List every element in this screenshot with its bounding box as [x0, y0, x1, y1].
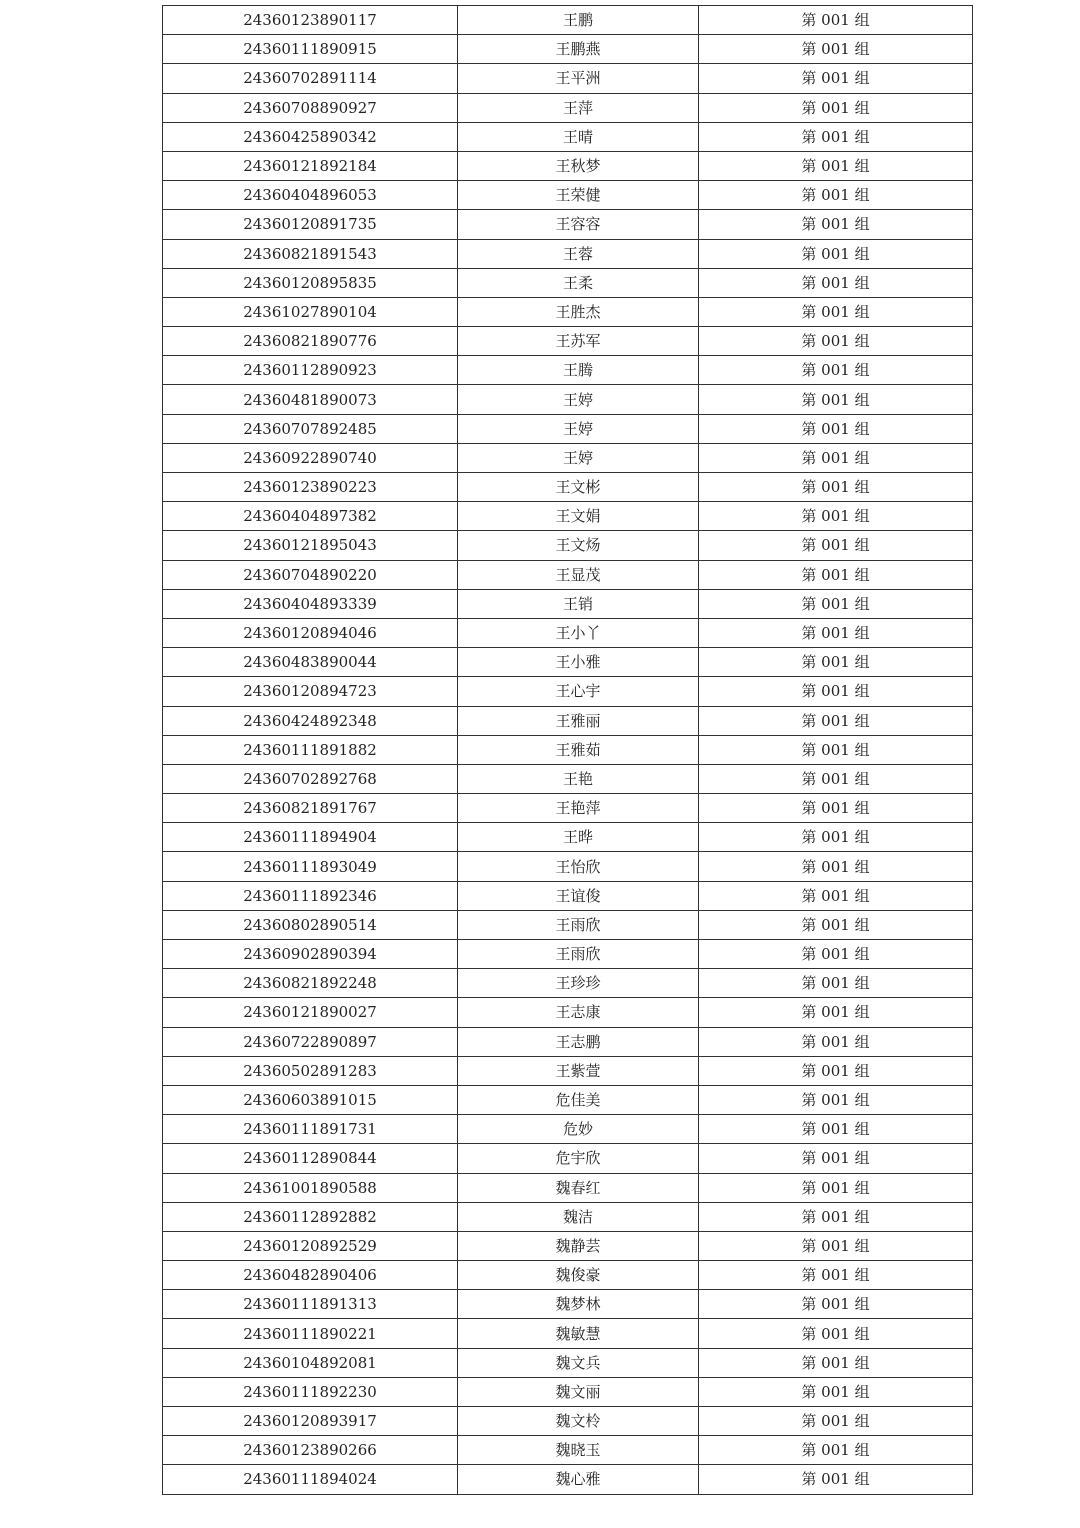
id-cell: 24360120895835 — [163, 268, 458, 297]
table-row — [163, 618, 973, 647]
id-cell: 24361027890104 — [163, 297, 458, 326]
name-cell: 魏文兵 — [458, 1348, 699, 1377]
name-cell: 魏梦林 — [458, 1290, 699, 1319]
id-cell: 24360112890844 — [163, 1144, 458, 1173]
table-row — [163, 1202, 973, 1231]
table-row — [163, 969, 973, 998]
table-row — [163, 1261, 973, 1290]
id-cell: 24360111892346 — [163, 881, 458, 910]
id-cell: 24360120894046 — [163, 618, 458, 647]
group-cell: 第 001 组 — [699, 1319, 973, 1348]
table-row — [163, 764, 973, 793]
name-cell: 魏洁 — [458, 1202, 699, 1231]
group-cell: 第 001 组 — [699, 589, 973, 618]
name-cell: 王文炀 — [458, 531, 699, 560]
group-cell: 第 001 组 — [699, 998, 973, 1027]
name-cell: 王鹏燕 — [458, 35, 699, 64]
table-row — [163, 1348, 973, 1377]
id-cell: 24360821892248 — [163, 969, 458, 998]
table-row — [163, 735, 973, 764]
id-cell: 24360722890897 — [163, 1027, 458, 1056]
group-cell: 第 001 组 — [699, 1173, 973, 1202]
name-cell: 王平洲 — [458, 64, 699, 93]
group-cell: 第 001 组 — [699, 794, 973, 823]
table-row — [163, 1027, 973, 1056]
group-cell: 第 001 组 — [699, 1377, 973, 1406]
id-cell: 24360603891015 — [163, 1085, 458, 1114]
table-row — [163, 414, 973, 443]
table-row — [163, 1056, 973, 1085]
id-cell: 24360483890044 — [163, 648, 458, 677]
name-cell: 王雅茹 — [458, 735, 699, 764]
id-cell: 24360708890927 — [163, 93, 458, 122]
group-cell: 第 001 组 — [699, 735, 973, 764]
table-row — [163, 268, 973, 297]
group-cell: 第 001 组 — [699, 881, 973, 910]
group-cell: 第 001 组 — [699, 473, 973, 502]
id-cell: 24360424892348 — [163, 706, 458, 735]
group-cell: 第 001 组 — [699, 1085, 973, 1114]
name-cell: 王显茂 — [458, 560, 699, 589]
table-row — [163, 473, 973, 502]
id-cell: 24360404896053 — [163, 181, 458, 210]
name-cell: 魏俊豪 — [458, 1261, 699, 1290]
group-cell: 第 001 组 — [699, 239, 973, 268]
table-row — [163, 443, 973, 472]
id-cell: 24360111894904 — [163, 823, 458, 852]
name-cell: 魏晓玉 — [458, 1436, 699, 1465]
group-cell: 第 001 组 — [699, 764, 973, 793]
name-cell: 王志鹏 — [458, 1027, 699, 1056]
id-cell: 24360702892768 — [163, 764, 458, 793]
name-cell: 危佳美 — [458, 1085, 699, 1114]
id-cell: 24360704890220 — [163, 560, 458, 589]
id-cell: 24360482890406 — [163, 1261, 458, 1290]
name-cell: 王怡欣 — [458, 852, 699, 881]
table-row — [163, 210, 973, 239]
name-cell: 王雅丽 — [458, 706, 699, 735]
name-cell: 王珍珍 — [458, 969, 699, 998]
id-cell: 24360111891731 — [163, 1115, 458, 1144]
name-cell: 王文彬 — [458, 473, 699, 502]
name-cell: 王文娟 — [458, 502, 699, 531]
group-cell: 第 001 组 — [699, 1202, 973, 1231]
id-cell: 24360481890073 — [163, 385, 458, 414]
name-cell: 王容容 — [458, 210, 699, 239]
table-row — [163, 1319, 973, 1348]
name-cell: 魏静芸 — [458, 1231, 699, 1260]
table-row — [163, 1231, 973, 1260]
group-cell: 第 001 组 — [699, 385, 973, 414]
id-cell: 24360821891543 — [163, 239, 458, 268]
table-row — [163, 1465, 973, 1494]
table-row — [163, 823, 973, 852]
name-cell: 王晴 — [458, 122, 699, 151]
id-cell: 24360112890923 — [163, 356, 458, 385]
id-cell: 24360502891283 — [163, 1056, 458, 1085]
name-cell: 王销 — [458, 589, 699, 618]
id-cell: 24360121892184 — [163, 151, 458, 180]
name-cell: 魏文丽 — [458, 1377, 699, 1406]
group-cell: 第 001 组 — [699, 1407, 973, 1436]
id-cell: 24360112892882 — [163, 1202, 458, 1231]
table-row — [163, 1144, 973, 1173]
table-row — [163, 35, 973, 64]
name-cell: 王小丫 — [458, 618, 699, 647]
table-row — [163, 1290, 973, 1319]
table-row — [163, 1085, 973, 1114]
table-row — [163, 1173, 973, 1202]
table-row — [163, 181, 973, 210]
group-cell: 第 001 组 — [699, 6, 973, 35]
table-row — [163, 677, 973, 706]
group-cell: 第 001 组 — [699, 151, 973, 180]
id-cell: 24360404893339 — [163, 589, 458, 618]
name-cell: 王胜杰 — [458, 297, 699, 326]
group-cell: 第 001 组 — [699, 1056, 973, 1085]
name-cell: 王腾 — [458, 356, 699, 385]
name-cell: 王秋梦 — [458, 151, 699, 180]
id-cell: 24360121895043 — [163, 531, 458, 560]
group-cell: 第 001 组 — [699, 210, 973, 239]
name-cell: 王艳 — [458, 764, 699, 793]
candidate-table — [162, 5, 973, 1495]
group-cell: 第 001 组 — [699, 969, 973, 998]
name-cell: 王柔 — [458, 268, 699, 297]
table-row — [163, 560, 973, 589]
name-cell: 王婷 — [458, 385, 699, 414]
group-cell: 第 001 组 — [699, 414, 973, 443]
name-cell: 王心宇 — [458, 677, 699, 706]
table-row — [163, 1377, 973, 1406]
group-cell: 第 001 组 — [699, 268, 973, 297]
group-cell: 第 001 组 — [699, 1144, 973, 1173]
group-cell: 第 001 组 — [699, 1231, 973, 1260]
table-row — [163, 327, 973, 356]
group-cell: 第 001 组 — [699, 706, 973, 735]
table-row — [163, 531, 973, 560]
id-cell: 24360111892230 — [163, 1377, 458, 1406]
group-cell: 第 001 组 — [699, 64, 973, 93]
id-cell: 24360120891735 — [163, 210, 458, 239]
table-row — [163, 940, 973, 969]
table-row — [163, 297, 973, 326]
group-cell: 第 001 组 — [699, 1465, 973, 1494]
name-cell: 魏敏慧 — [458, 1319, 699, 1348]
table-row — [163, 648, 973, 677]
id-cell: 24360707892485 — [163, 414, 458, 443]
table-row — [163, 64, 973, 93]
id-cell: 24360111890915 — [163, 35, 458, 64]
id-cell: 24360802890514 — [163, 910, 458, 939]
group-cell: 第 001 组 — [699, 1348, 973, 1377]
id-cell: 24360702891114 — [163, 64, 458, 93]
name-cell: 魏文柃 — [458, 1407, 699, 1436]
name-cell: 王雨欣 — [458, 910, 699, 939]
table-row — [163, 151, 973, 180]
group-cell: 第 001 组 — [699, 35, 973, 64]
group-cell: 第 001 组 — [699, 297, 973, 326]
group-cell: 第 001 组 — [699, 1436, 973, 1465]
table-row — [163, 239, 973, 268]
name-cell: 王婷 — [458, 414, 699, 443]
table-row — [163, 502, 973, 531]
group-cell: 第 001 组 — [699, 181, 973, 210]
group-cell: 第 001 组 — [699, 93, 973, 122]
group-cell: 第 001 组 — [699, 531, 973, 560]
id-cell: 24360821891767 — [163, 794, 458, 823]
table-row — [163, 1407, 973, 1436]
name-cell: 魏春红 — [458, 1173, 699, 1202]
name-cell: 王荣健 — [458, 181, 699, 210]
table-row — [163, 881, 973, 910]
table-row — [163, 706, 973, 735]
name-cell: 王紫萱 — [458, 1056, 699, 1085]
group-cell: 第 001 组 — [699, 122, 973, 151]
name-cell: 王艳萍 — [458, 794, 699, 823]
table-row — [163, 1436, 973, 1465]
table-row — [163, 385, 973, 414]
group-cell: 第 001 组 — [699, 940, 973, 969]
table-row — [163, 589, 973, 618]
id-cell: 24360120894723 — [163, 677, 458, 706]
name-cell: 王萍 — [458, 93, 699, 122]
group-cell: 第 001 组 — [699, 356, 973, 385]
name-cell: 王志康 — [458, 998, 699, 1027]
group-cell: 第 001 组 — [699, 1261, 973, 1290]
group-cell: 第 001 组 — [699, 502, 973, 531]
id-cell: 24360902890394 — [163, 940, 458, 969]
table-row — [163, 998, 973, 1027]
table-row — [163, 852, 973, 881]
group-cell: 第 001 组 — [699, 327, 973, 356]
group-cell: 第 001 组 — [699, 1290, 973, 1319]
name-cell: 魏心雅 — [458, 1465, 699, 1494]
group-cell: 第 001 组 — [699, 443, 973, 472]
group-cell: 第 001 组 — [699, 823, 973, 852]
id-cell: 24360104892081 — [163, 1348, 458, 1377]
id-cell: 24360111891313 — [163, 1290, 458, 1319]
table-row — [163, 93, 973, 122]
name-cell: 王婷 — [458, 443, 699, 472]
group-cell: 第 001 组 — [699, 560, 973, 589]
name-cell: 王鹏 — [458, 6, 699, 35]
name-cell: 王小雅 — [458, 648, 699, 677]
id-cell: 24360120893917 — [163, 1407, 458, 1436]
name-cell: 王苏军 — [458, 327, 699, 356]
table-row — [163, 794, 973, 823]
group-cell: 第 001 组 — [699, 677, 973, 706]
id-cell: 24360111893049 — [163, 852, 458, 881]
group-cell: 第 001 组 — [699, 648, 973, 677]
name-cell: 危妙 — [458, 1115, 699, 1144]
id-cell: 24360922890740 — [163, 443, 458, 472]
name-cell: 王蓉 — [458, 239, 699, 268]
id-cell: 24361001890588 — [163, 1173, 458, 1202]
id-cell: 24360404897382 — [163, 502, 458, 531]
id-cell: 24360123890223 — [163, 473, 458, 502]
name-cell: 王晔 — [458, 823, 699, 852]
id-cell: 24360123890266 — [163, 1436, 458, 1465]
group-cell: 第 001 组 — [699, 852, 973, 881]
table-row — [163, 910, 973, 939]
name-cell: 危宇欣 — [458, 1144, 699, 1173]
group-cell: 第 001 组 — [699, 1027, 973, 1056]
group-cell: 第 001 组 — [699, 1115, 973, 1144]
table-row — [163, 6, 973, 35]
table-row — [163, 1115, 973, 1144]
id-cell: 24360111894024 — [163, 1465, 458, 1494]
id-cell: 24360120892529 — [163, 1231, 458, 1260]
id-cell: 24360821890776 — [163, 327, 458, 356]
id-cell: 24360121890027 — [163, 998, 458, 1027]
name-cell: 王雨欣 — [458, 940, 699, 969]
group-cell: 第 001 组 — [699, 910, 973, 939]
id-cell: 24360425890342 — [163, 122, 458, 151]
candidate-table-body — [163, 6, 973, 1495]
id-cell: 24360111890221 — [163, 1319, 458, 1348]
table-row — [163, 356, 973, 385]
table-row — [163, 122, 973, 151]
id-cell: 24360123890117 — [163, 6, 458, 35]
id-cell: 24360111891882 — [163, 735, 458, 764]
group-cell: 第 001 组 — [699, 618, 973, 647]
name-cell: 王谊俊 — [458, 881, 699, 910]
